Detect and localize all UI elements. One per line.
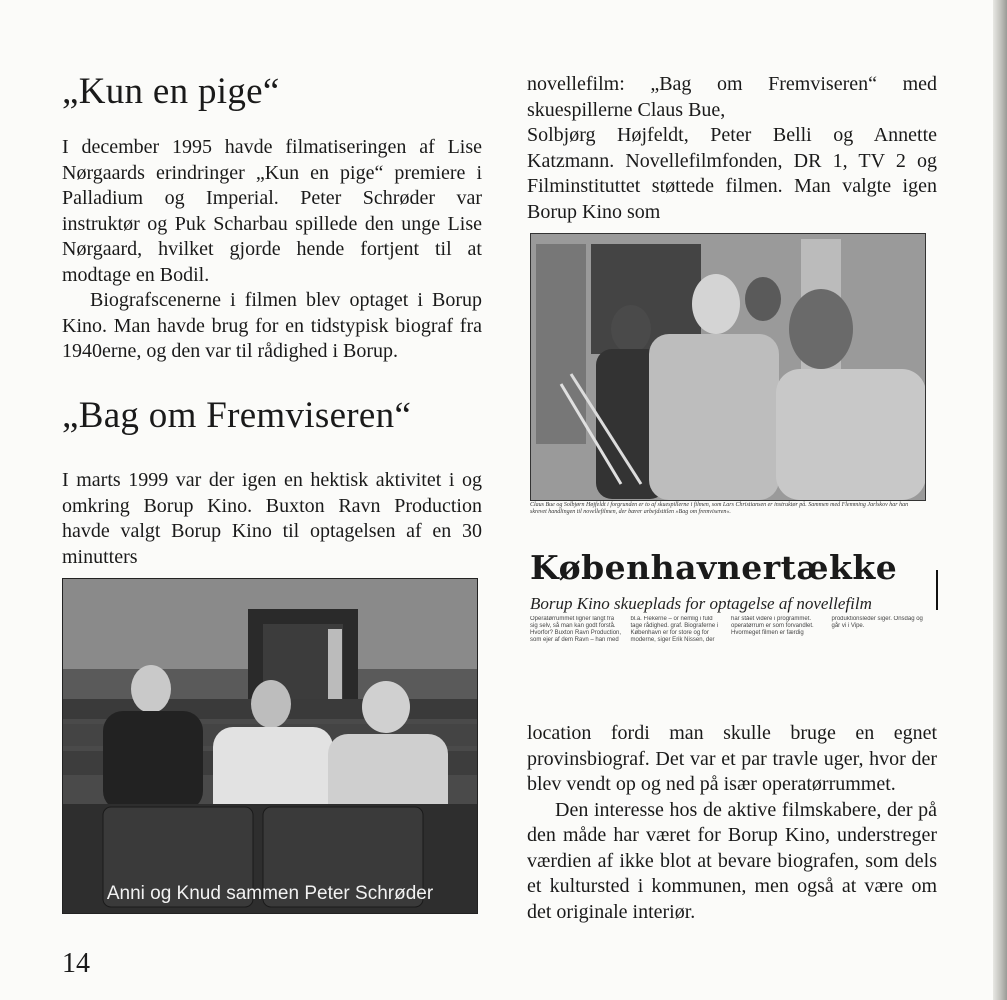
paragraph-location: location fordi man skulle bruge en egnet provinsbiograf. Det var et par travle uger, hvor der blev vendt op og ned på især operatørrummet. [527, 722, 937, 795]
photo-cinema-seats [62, 578, 478, 914]
right-text-block-1 [527, 72, 937, 225]
left-column [62, 70, 482, 113]
left-text-block-1 [62, 135, 482, 365]
paragraph-biografscener: Biografscenerne i filmen blev optaget i Borup Kino. Man havde brug for en tidstypisk biograf fra 1940erne, og den var til rådighed i Borup. [62, 289, 482, 362]
left-text-block-2 [62, 468, 482, 570]
page-number: 14 [62, 948, 90, 979]
photo-cinema-seats-illustration [63, 579, 477, 913]
page-edge [993, 0, 1007, 1000]
clipping-photo-caption: Claus Bue og Solbjørn Højfeldt i forgrunden er to af skuespillerne i filmen, som Lars Christiansen er instruktør på. Sammen med Flemming Jarlskov har han skrevet handlingen til novellefilmen, der bærer arbejdstitlen »Bag om fremviseren«. [530, 502, 909, 515]
paragraph-solbjorg: Solbjørg Højfeldt, Peter Belli og Annette Katzmann. Novellefilmfonden, DR 1, TV 2 og Filminstituttet støttede filmen. Man valgte igen Borup Kino som [527, 124, 937, 223]
left-heading-2-wrap [62, 394, 482, 437]
clipping-photo-illustration [531, 234, 925, 500]
vertical-rule [936, 570, 938, 610]
right-text-block-2 [527, 721, 937, 925]
clipping-headline: Københavnertække [530, 548, 898, 587]
heading-kun-en-pige: „Kun en pige“ [62, 71, 280, 112]
paragraph-marts-1999: I marts 1999 var der igen en hektisk aktivitet i og omkring Borup Kino. Buxton Ravn Production havde valgt Borup Kino til optagelsen af en 30 minutters [62, 469, 482, 568]
clipping-subhead: Borup Kino skueplads for optagelse af novellefilm [530, 594, 872, 613]
paragraph-interesse: Den interesse hos de aktive filmskabere, der på den måde har været for Borup Kino, understreger værdien af ikke blot at bevare biografen, som dels et kultursted i kommunen, men også at være om det originale interiør. [527, 798, 937, 923]
heading-bag-om-fremviseren: „Bag om Fremviseren“ [62, 395, 412, 436]
paragraph-novellefilm: novellefilm: „Bag om Fremviseren“ med skuespillerne Claus Bue, [527, 73, 937, 121]
clipping-photo [530, 233, 926, 501]
photo-caption: Anni og Knud sammen Peter Schrøder [106, 883, 434, 904]
clipping-body-text: Operatørrummet ligner langt fra sig selv, så man kan godt forstå. Hvorfor? Buxton Ravn Production, som ejer af dem Ravn – han med bl.a. Flekerne – or nemlig i fuld tage rådighed. graf. Biograferne i København er for store og for moderne, siger Erik Nissen, der har stået videre i programmet. operatørrum er som forvandlet. Hvormeget filmen er færdig produktionsleder siger. Onsdag og går vi i Vipe. [530, 616, 923, 643]
paragraph-kun-en-pige: I december 1995 havde filmatiseringen af Lise Nørgaards erindringer „Kun en pige“ premiere i Palladium og Imperial. Peter Schrøder var instruktør og Puk Scharbau spillede den unge Lise Nørgaard, hvilket gjorde hende fortjent til at modtage en Bodil. [62, 136, 482, 286]
